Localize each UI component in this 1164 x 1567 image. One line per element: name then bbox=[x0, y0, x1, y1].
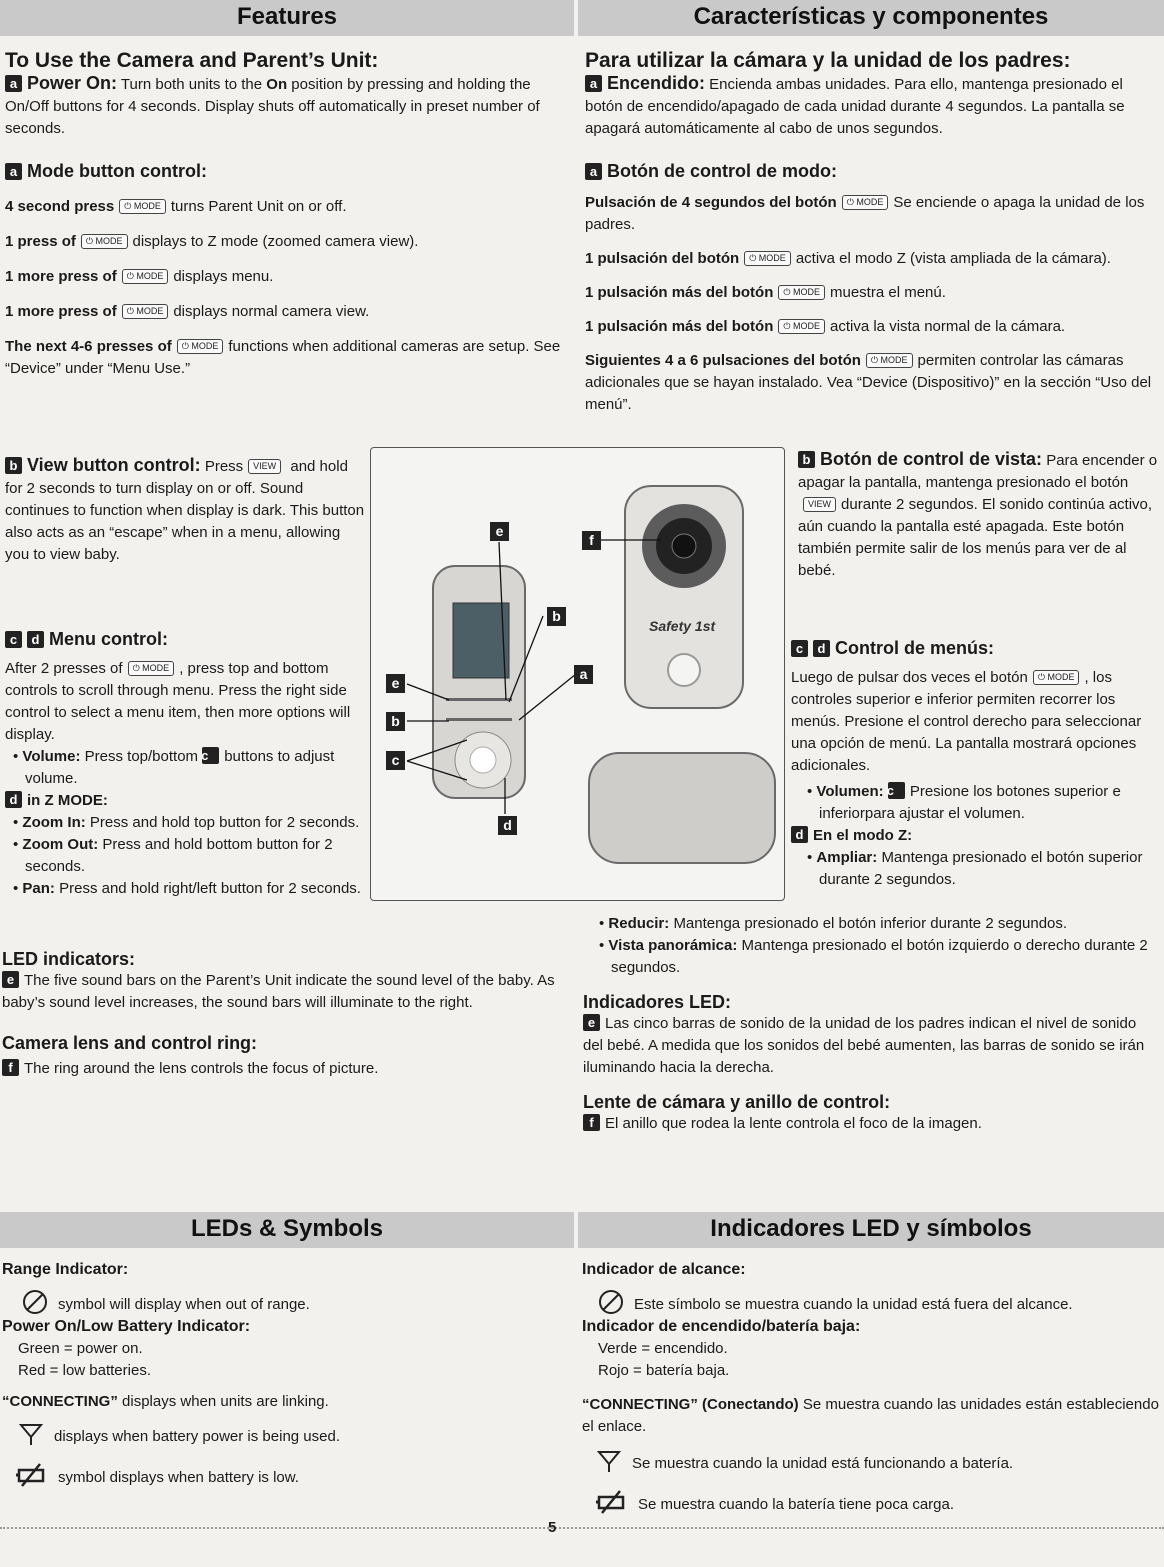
en-power-ind-title: Power On/Low Battery Indicator: bbox=[2, 1318, 251, 1335]
es-zin-b: Ampliar: bbox=[816, 849, 878, 866]
page-number: 5 bbox=[548, 1519, 557, 1536]
es-mode-r4: activa la vista normal de la cámara. bbox=[830, 318, 1066, 335]
en-connecting: displays when units are linking. bbox=[122, 1393, 329, 1410]
en-zin: Press and hold top button for 2 seconds. bbox=[89, 814, 360, 831]
es-mode-row-1 bbox=[585, 192, 1159, 236]
en-range-text: symbol will display when out of range. bbox=[58, 1296, 310, 1313]
en-vol-b: Volume: bbox=[22, 748, 81, 765]
en-lens-text: The ring around the lens controls the focus of picture. bbox=[24, 1060, 379, 1077]
es-lower-section bbox=[583, 913, 1159, 1135]
es-range-title: Indicador de alcance: bbox=[582, 1261, 746, 1278]
out-of-range-icon bbox=[598, 1289, 624, 1315]
es-mode-row-5 bbox=[585, 350, 1159, 416]
mode-button-icon: ⏻ MODE bbox=[128, 661, 175, 676]
en-menu-t1: After 2 presses of bbox=[5, 660, 123, 677]
es-led-text: Las cinco barras de sonido de la unidad de los padres indican el nivel de sonido del bebé. A medida que los sonidos del bebé aumenten, las barras de sonido se irán iluminando hacia la derecha. bbox=[583, 1015, 1145, 1076]
mode-button-icon: ⏻ MODE bbox=[842, 195, 889, 210]
callout-e-top: e bbox=[490, 522, 509, 541]
en-mode-r1-b: 4 second press bbox=[5, 198, 115, 215]
es-vol-t: Presione los botones superior e inferiorpara ajustar el volumen. bbox=[819, 783, 1121, 822]
es-view-section bbox=[798, 448, 1160, 582]
en-led-title: LED indicators: bbox=[2, 949, 136, 969]
en-mode-r2: displays to Z mode (zoomed camera view). bbox=[132, 233, 419, 250]
es-view-t1: Para encender o apagar la pantalla, mantenga presionado el botón bbox=[798, 452, 1158, 491]
es-led-title: Indicadores LED: bbox=[583, 992, 732, 1012]
callout-e-left: e bbox=[386, 674, 405, 693]
mode-button-icon: ⏻ MODE bbox=[778, 319, 825, 334]
en-vol-t1: Press top/bottom bbox=[84, 748, 199, 765]
en-mode-r1: turns Parent Unit on or off. bbox=[170, 198, 347, 215]
en-zout-b: Zoom Out: bbox=[22, 836, 99, 853]
en-led-text: The five sound bars on the Parent’s Unit indicate the sound level of the baby. As baby’s sound level increases, the sound bars will illuminate to the right. bbox=[2, 972, 555, 1011]
label-a: a bbox=[5, 75, 22, 92]
footer-rule bbox=[0, 1527, 1164, 1529]
en-zout: Press and hold bottom button for 2 seconds. bbox=[25, 836, 333, 875]
label-c: c bbox=[791, 640, 808, 657]
es-mode-r5: permiten controlar las cámaras adicionales que se hayan instalado. Vea “Device (Dispositivo)” en la sección “Uso del menú”. bbox=[585, 352, 1152, 413]
label-d: d bbox=[5, 791, 22, 808]
header-indicadores: Indicadores LED y símbolos bbox=[578, 1212, 1164, 1248]
label-c: c bbox=[888, 782, 905, 799]
es-title: Para utilizar la cámara y la unidad de los padres: bbox=[585, 49, 1071, 72]
label-b: b bbox=[798, 451, 815, 468]
es-power-text: Encienda ambas unidades. Para ello, mantenga presionado el botón de encendido/apagado de cada unidad durante 4 segundos. La pantalla se apagará automáticamente al cabo de unos segundos. bbox=[585, 76, 1125, 137]
product-diagram bbox=[370, 447, 785, 901]
es-zout: Mantenga presionado el botón inferior durante 2 segundos. bbox=[673, 915, 1068, 932]
en-connecting-b: “CONNECTING” bbox=[2, 1393, 118, 1410]
en-low-text: symbol displays when battery is low. bbox=[58, 1469, 299, 1486]
es-mode-row-4 bbox=[585, 316, 1159, 338]
en-power-on bbox=[5, 72, 565, 140]
es-mode-r5-b: Siguientes 4 a 6 pulsaciones del botón bbox=[585, 352, 861, 369]
es-zmode: En el modo Z: bbox=[813, 827, 913, 844]
en-pan-b: Pan: bbox=[22, 880, 55, 897]
label-b: b bbox=[5, 457, 22, 474]
label-f: f bbox=[2, 1059, 19, 1076]
es-mode-r3: muestra el menú. bbox=[830, 284, 946, 301]
mode-button-icon: ⏻ MODE bbox=[122, 269, 169, 284]
es-green: Verde = encendido. bbox=[598, 1340, 728, 1357]
es-view-t2: durante 2 segundos. El sonido continúa activo, aún cuando la pantalla esté apagada. Este botón también permite salir de los menús para ver de al bebé. bbox=[798, 496, 1153, 579]
en-mode-r5: functions when additional cameras are setup. See “Device” under “Menu Use.” bbox=[5, 338, 561, 377]
en-mode-row-4 bbox=[5, 301, 565, 323]
en-menu-section bbox=[5, 628, 367, 900]
label-c: c bbox=[5, 631, 22, 648]
mode-button-icon: ⏻ MODE bbox=[866, 353, 913, 368]
es-mode-r2-b: 1 pulsación del botón bbox=[585, 250, 740, 267]
es-volume-bullet: • Volumen: c Presione los botones superior e inferiorpara ajustar el volumen. bbox=[807, 783, 1121, 822]
en-pan: Press and hold right/left button for 2 seconds. bbox=[59, 880, 361, 897]
es-mode-title: Botón de control de modo: bbox=[607, 161, 837, 181]
mode-button-icon: ⏻ MODE bbox=[81, 234, 128, 249]
es-low-text: Se muestra cuando la batería tiene poca carga. bbox=[638, 1496, 955, 1513]
spanish-column bbox=[585, 50, 1159, 416]
en-mode-title-row bbox=[5, 160, 565, 184]
es-pan-bullet: • Vista panorámica: Mantenga presionado el botón izquierdo o derecho durante 2 segundos. bbox=[599, 937, 1148, 976]
es-lens-text: El anillo que rodea la lente controla el foco de la imagen. bbox=[605, 1115, 982, 1132]
label-a: a bbox=[585, 163, 602, 180]
es-connecting-b: “CONNECTING” (Conectando) bbox=[582, 1396, 799, 1413]
es-mode-r2: activa el modo Z (vista ampliada de la cámara). bbox=[795, 250, 1111, 267]
label-a: a bbox=[5, 163, 22, 180]
es-battery-text: Se muestra cuando la unidad está funcionando a batería. bbox=[632, 1455, 1014, 1472]
mode-button-icon: ⏻ MODE bbox=[119, 199, 166, 214]
en-led-section bbox=[2, 948, 567, 1080]
en-symbols-section bbox=[2, 1259, 567, 1489]
es-zmode-row bbox=[791, 825, 1161, 847]
es-mode-r1: Se enciende o apaga la unidad de los padres. bbox=[585, 194, 1145, 233]
es-lens-title: Lente de cámara y anillo de control: bbox=[583, 1092, 891, 1112]
es-menu-title: Control de menús: bbox=[835, 638, 995, 658]
es-zout-b: Reducir: bbox=[608, 915, 670, 932]
view-button-icon: VIEW bbox=[248, 459, 281, 474]
es-pan-b: Vista panorámica: bbox=[608, 937, 738, 954]
es-pan: Mantenga presionado el botón izquierdo o derecho durante 2 segundos. bbox=[611, 937, 1148, 976]
en-mode-row-3 bbox=[5, 266, 565, 288]
english-column bbox=[5, 50, 565, 380]
es-menu-t1: Luego de pulsar dos veces el botón bbox=[791, 669, 1028, 686]
mode-button-icon: ⏻ MODE bbox=[1033, 670, 1080, 685]
es-vol-b: Volumen: bbox=[816, 783, 884, 800]
en-mode-r4-b: 1 more press of bbox=[5, 303, 117, 320]
header-leds: LEDs & Symbols bbox=[0, 1212, 574, 1248]
mode-button-icon: ⏻ MODE bbox=[177, 339, 224, 354]
en-mode-r4: displays normal camera view. bbox=[173, 303, 370, 320]
label-d: d bbox=[813, 640, 830, 657]
view-button-icon: VIEW bbox=[803, 497, 836, 512]
en-mode-row-5 bbox=[5, 336, 565, 380]
en-mode-row-2 bbox=[5, 231, 565, 253]
en-mode-r3: displays menu. bbox=[173, 268, 274, 285]
en-pan-bullet: • Pan: Press and hold right/left button for 2 seconds. bbox=[13, 880, 361, 897]
es-mode-r3-b: 1 pulsación más del botón bbox=[585, 284, 774, 301]
en-view-t1: Press bbox=[204, 458, 244, 475]
brand-logo: Safety 1st bbox=[649, 618, 716, 634]
en-mode-r5-b: The next 4-6 presses of bbox=[5, 338, 172, 355]
es-symbols-section bbox=[582, 1259, 1159, 1516]
low-battery-icon bbox=[14, 1462, 48, 1488]
label-a: a bbox=[585, 75, 602, 92]
callout-d: d bbox=[498, 816, 517, 835]
en-zoomin-bullet: • Zoom In: Press and hold top button for 2 seconds. bbox=[13, 814, 360, 831]
en-zin-b: Zoom In: bbox=[22, 814, 86, 831]
en-mode-title: Mode button control: bbox=[27, 161, 207, 181]
mode-button-icon: ⏻ MODE bbox=[122, 304, 169, 319]
en-power-title: Power On: bbox=[27, 73, 118, 93]
en-power-text1: Turn both units to the bbox=[120, 76, 267, 93]
en-view-section bbox=[5, 454, 365, 566]
en-mode-row-1 bbox=[5, 196, 565, 218]
low-battery-icon bbox=[594, 1489, 628, 1515]
callout-c: c bbox=[386, 751, 405, 770]
es-zin: Mantenga presionado el botón superior durante 2 segundos. bbox=[819, 849, 1143, 888]
label-e: e bbox=[583, 1014, 600, 1031]
en-volume-bullet: • Volume: Press top/bottom c buttons to adjust volume. bbox=[13, 748, 335, 787]
en-view-t2: and hold for 2 seconds to turn display on or off. Sound continues to function when display is dark. This button also acts as an “escape” when in a menu, allowing you to view baby. bbox=[5, 458, 365, 563]
es-menu-t2: , los controles superior e inferior permiten recorrer los menús. Presione el control derecho para seleccionar una opción de menú. La pantalla mostrará opciones adicionales. bbox=[791, 669, 1142, 774]
en-red: Red = low batteries. bbox=[18, 1362, 151, 1379]
en-battery-text: displays when battery power is being used. bbox=[54, 1428, 340, 1445]
en-title: To Use the Camera and Parent’s Unit: bbox=[5, 49, 379, 72]
en-zmode-row bbox=[5, 790, 367, 812]
en-zmode: in Z MODE: bbox=[27, 792, 108, 809]
header-caracteristicas: Características y componentes bbox=[578, 0, 1164, 36]
es-power-ind-title: Indicador de encendido/batería baja: bbox=[582, 1318, 861, 1335]
es-zoomin-bullet: • Ampliar: Mantenga presionado el botón superior durante 2 segundos. bbox=[807, 849, 1143, 888]
en-power-on-word: On bbox=[266, 76, 288, 93]
mode-button-icon: ⏻ MODE bbox=[778, 285, 825, 300]
label-d: d bbox=[27, 631, 44, 648]
callout-f: f bbox=[582, 531, 601, 550]
es-mode-r1-b: Pulsación de 4 segundos del botón bbox=[585, 194, 837, 211]
es-mode-r4-b: 1 pulsación más del botón bbox=[585, 318, 774, 335]
parent-unit bbox=[433, 566, 525, 798]
es-power-title: Encendido: bbox=[607, 73, 705, 93]
camera-unit bbox=[589, 486, 775, 863]
label-d: d bbox=[791, 826, 808, 843]
callout-b-left: b bbox=[386, 712, 405, 731]
en-vol-t2: buttons to adjust volume. bbox=[25, 748, 335, 787]
battery-power-icon bbox=[18, 1421, 44, 1447]
en-zoomout-bullet: • Zoom Out: Press and hold bottom button for 2 seconds. bbox=[13, 836, 333, 875]
es-mode-row-3 bbox=[585, 282, 1159, 304]
en-lens-title: Camera lens and control ring: bbox=[2, 1033, 258, 1053]
en-range-title: Range Indicator: bbox=[2, 1261, 129, 1278]
es-range-text: Este símbolo se muestra cuando la unidad está fuera del alcance. bbox=[634, 1296, 1073, 1313]
out-of-range-icon bbox=[22, 1289, 48, 1315]
es-mode-row-2 bbox=[585, 248, 1159, 270]
header-features: Features bbox=[0, 0, 574, 36]
callout-b-top: b bbox=[547, 607, 566, 626]
es-menu-section bbox=[791, 637, 1161, 891]
en-menu-title: Menu control: bbox=[49, 629, 168, 649]
es-zoomout-bullet: • Reducir: Mantenga presionado el botón inferior durante 2 segundos. bbox=[599, 915, 1068, 932]
callout-a: a bbox=[574, 665, 593, 684]
battery-power-icon bbox=[596, 1448, 622, 1474]
label-e: e bbox=[2, 971, 19, 988]
es-view-title: Botón de control de vista: bbox=[820, 449, 1043, 469]
mode-button-icon: ⏻ MODE bbox=[744, 251, 791, 266]
en-mode-r3-b: 1 more press of bbox=[5, 268, 117, 285]
en-view-title: View button control: bbox=[27, 455, 201, 475]
es-connecting: Se muestra cuando las unidades están estableciendo el enlace. bbox=[582, 1396, 1159, 1435]
en-green: Green = power on. bbox=[18, 1340, 143, 1357]
en-mode-r2-b: 1 press of bbox=[5, 233, 76, 250]
label-f: f bbox=[583, 1114, 600, 1131]
label-c: c bbox=[202, 747, 219, 764]
es-red: Rojo = batería baja. bbox=[598, 1362, 730, 1379]
en-power-text2: position by pressing and holding the On/Off buttons for 4 seconds. Display shuts off automatically in preset number of seconds. bbox=[5, 76, 540, 137]
en-menu-t2: , press top and bottom controls to scroll through menu. Press the right side control to select a menu item, then more options will display. bbox=[5, 660, 351, 743]
